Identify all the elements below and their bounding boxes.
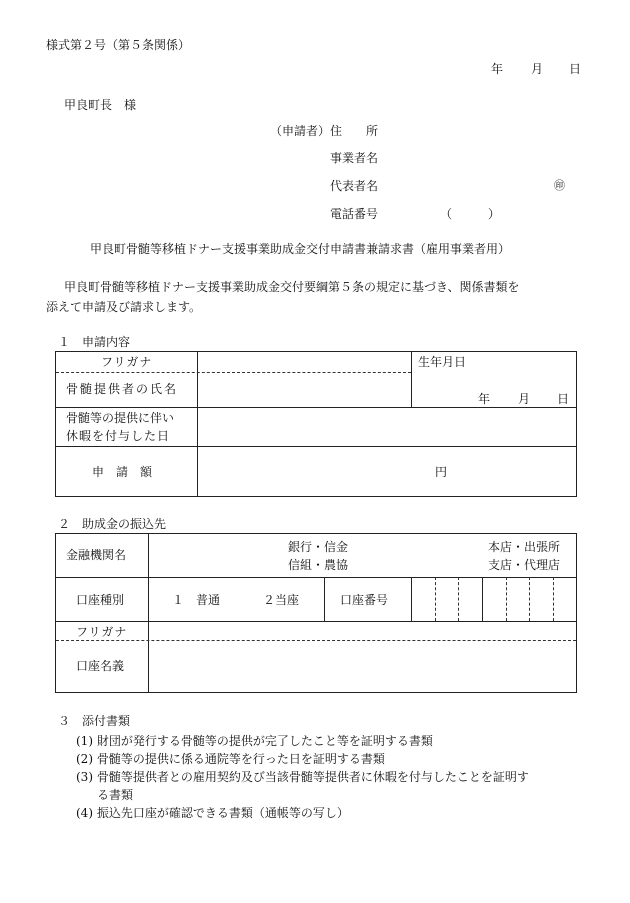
birth-month: 月 [518, 392, 531, 406]
birthdate-label: 生年月日 [418, 355, 467, 369]
leave-label-line-2: 休暇を付与した日 [66, 429, 171, 443]
section3-heading: ３ 添付書類 [58, 714, 131, 728]
attachment-item: (4) 振込先口座が確認できる書類（通帳等の写し） [76, 806, 349, 820]
birth-day: 日 [557, 392, 570, 406]
business-name-label: 事業者名 [330, 151, 379, 165]
furigana-label: フリガナ [101, 355, 153, 369]
phone-parens: （ ） [440, 207, 501, 221]
attachment-item-continuation: る書類 [97, 788, 134, 802]
account-holder-label: 口座名義 [76, 659, 125, 673]
leave-label-line-1: 骨髄等の提供に伴い [66, 411, 175, 425]
bank-type-line-2: 信組・農協 [288, 558, 349, 572]
date-month: 月 [531, 62, 544, 76]
seal-mark: ㊞ [554, 179, 565, 192]
attachment-item: (1) 財団が発行する骨髄等の提供が完了したこと等を証明する書類 [76, 734, 433, 748]
section1-heading: １ 申請内容 [58, 335, 131, 349]
applicant-prefix: （申請者） [270, 124, 331, 138]
yen-unit: 円 [435, 465, 448, 479]
bank-type-line-1: 銀行・信金 [288, 540, 349, 554]
donor-name-label: 骨髄提供者の氏名 [66, 382, 179, 396]
date-day: 日 [569, 62, 582, 76]
institution-label: 金融機関名 [66, 548, 127, 562]
amount-label: 申 請 額 [92, 465, 153, 479]
attachment-item: (2) 骨髄等の提供に係る通院等を行った日を証明する書類 [76, 752, 385, 766]
phone-label: 電話番号 [330, 207, 379, 221]
birth-year: 年 [478, 392, 491, 406]
branch-type-line-1: 本店・出張所 [488, 540, 561, 554]
account-number-label: 口座番号 [340, 593, 389, 607]
section2-heading: ２ 助成金の振込先 [58, 517, 167, 531]
account-type-current: ２当座 [263, 593, 300, 607]
date-year: 年 [491, 62, 504, 76]
attachment-item: (3) 骨髄等提供者との雇用契約及び当該骨髄等提供者に休暇を付与したことを証明す [76, 770, 529, 784]
branch-type-line-2: 支店・代理店 [488, 558, 561, 572]
account-type-ordinary: １ 普通 [172, 593, 221, 607]
account-type-label: 口座種別 [76, 593, 125, 607]
intro-line-2: 添えて申請及び請求します。 [46, 300, 202, 314]
addressee: 甲良町長 様 [64, 98, 137, 112]
holder-furigana-label: フリガナ [76, 625, 128, 639]
form-number: 様式第２号（第５条関係） [46, 38, 191, 52]
document-title: 甲良町骨髄等移植ドナー支援事業助成金交付申請書兼請求書（雇用事業者用） [90, 242, 511, 256]
intro-line-1: 甲良町骨髄等移植ドナー支援事業助成金交付要綱第５条の規定に基づき、関係書類を [64, 280, 520, 294]
representative-label: 代表者名 [330, 179, 379, 193]
address-label: 住 所 [330, 124, 379, 138]
